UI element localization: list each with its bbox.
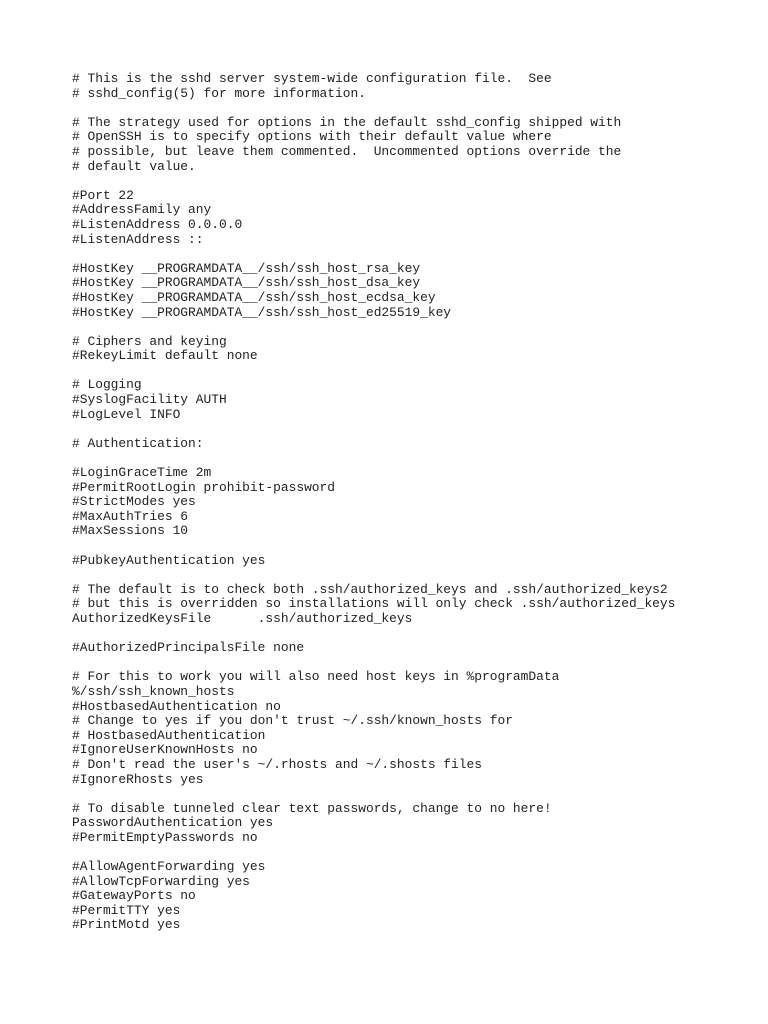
config-file-page [72,72,752,933]
config-line: #AuthorizedPrincipalsFile none [72,640,305,656]
config-line: # Don't read the user's ~/.rhosts and ~/.shosts files [72,756,482,772]
config-line: PasswordAuthentication yes [72,815,274,831]
config-line: # This is the sshd server system-wide configuration file. See [72,71,552,86]
config-line: #SyslogFacility AUTH [72,392,227,408]
config-line: #RekeyLimit default none [72,348,258,364]
config-line: #HostbasedAuthentication no [72,698,281,714]
config-line: #HostKey __PROGRAMDATA__/ssh/ssh_host_ecdsa_key [72,289,436,305]
config-line: # OpenSSH is to specify options with their default value where [72,129,552,145]
config-line: #PermitRootLogin prohibit-password [72,479,336,495]
config-line [72,101,752,116]
config-line: #HostKey __PROGRAMDATA__/ssh/ssh_host_rsa_key [72,260,421,276]
config-line: # The strategy used for options in the default sshd_config shipped with [72,114,622,130]
config-line: #LogLevel INFO [72,406,181,422]
config-line [72,174,752,189]
config-line [72,247,752,262]
config-line: #IgnoreRhosts yes [72,771,204,787]
config-line: #MaxAuthTries 6 [72,508,189,524]
config-line: #ListenAddress :: [72,231,204,247]
config-line: %/ssh/ssh_known_hosts [72,683,235,699]
config-line: AuthorizedKeysFile .ssh/authorized_keys [72,610,413,626]
config-line: #IgnoreUserKnownHosts no [72,742,258,758]
config-line: #AllowAgentForwarding yes [72,859,266,875]
config-line: #MaxSessions 10 [72,523,189,539]
config-line: #StrictModes yes [72,494,196,510]
config-line: #GatewayPorts no [72,888,196,904]
config-line: # HostbasedAuthentication [72,727,266,743]
config-line [72,364,752,379]
config-line: # Logging [72,377,142,393]
config-line: #PrintMotd yes [72,917,181,933]
config-line: #PermitTTY yes [72,902,181,918]
config-line: #HostKey __PROGRAMDATA__/ssh/ssh_host_dsa_key [72,275,421,291]
config-line: #AddressFamily any [72,202,212,218]
config-line: # Authentication: [72,435,204,451]
config-line: #LoginGraceTime 2m [72,465,212,481]
config-line [72,539,752,554]
config-line: # sshd_config(5) for more information. [72,85,366,101]
config-line: # For this to work you will also need host keys in %programData [72,669,560,685]
config-line [72,422,752,437]
config-line: # To disable tunneled clear text passwords, change to no here! [72,800,552,816]
config-line [72,787,752,802]
config-line: # default value. [72,158,196,174]
config-line: #ListenAddress 0.0.0.0 [72,216,243,232]
config-line [72,320,752,335]
config-line [72,451,752,466]
config-line: #HostKey __PROGRAMDATA__/ssh/ssh_host_ed25519_key [72,304,452,320]
config-line: # but this is overridden so installations will only check .ssh/authorized_keys [72,596,676,612]
config-line [72,845,752,860]
config-line: #PubkeyAuthentication yes [72,552,266,568]
config-line: # The default is to check both .ssh/authorized_keys and .ssh/authorized_keys2 [72,581,668,597]
config-line: # possible, but leave them commented. Uncommented options override the [72,143,622,159]
config-line: # Change to yes if you don't trust ~/.ssh/known_hosts for [72,713,513,729]
config-line [72,627,752,642]
config-line: #AllowTcpForwarding yes [72,873,250,889]
config-line: #Port 22 [72,187,134,203]
config-line: #PermitEmptyPasswords no [72,829,258,845]
config-line [72,656,752,671]
config-line: # Ciphers and keying [72,333,227,349]
config-line [72,568,752,583]
